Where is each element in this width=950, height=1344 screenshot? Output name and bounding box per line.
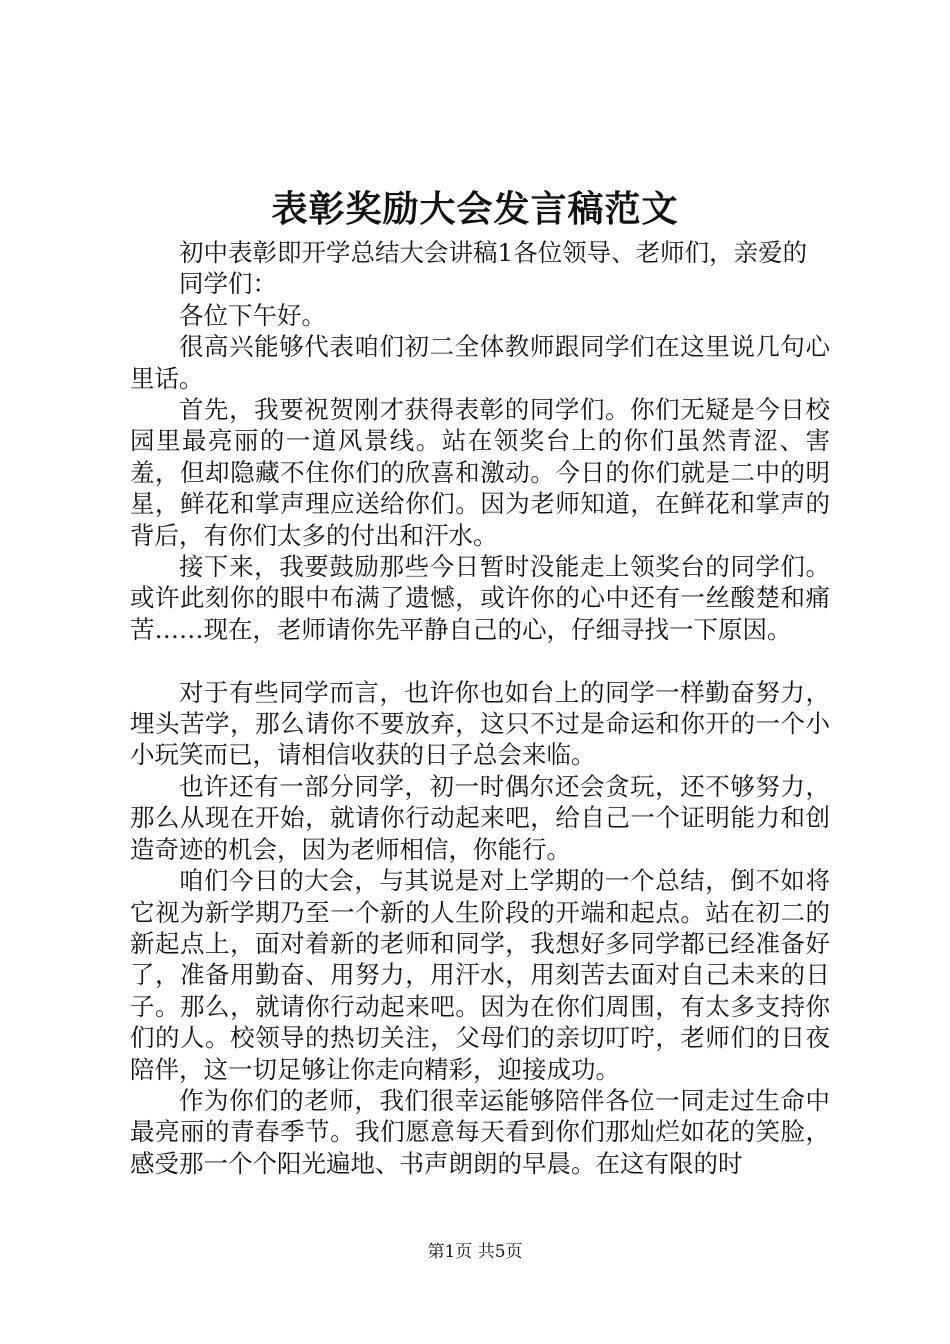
paragraph: 初中表彰即开学总结大会讲稿1各位领导、老师们，亲爱的 [179,238,808,267]
paragraph: 各位下午好。 [179,300,326,330]
paragraph: 咱们今日的大会，与其说是对上学期的一个总结，倒不如将它视为新学期乃至一个新的人生阶段的开端和起点。站在初二的新起点上，面对着新的老师和同学，我想好多同学都已经准备好了，准备用勤奋、用努力，用汗水，用刻苦去面对自己未来的日子。那么，就请你行动起来吧。因为在你们周围，有太多支持你们的人。校领导的热切关注，父母们的亲切叮咛，老师们的日夜陪伴，这一切足够让你走向精彩，迎接成功。 [130,866,830,1084]
paragraph: 接下来，我要鼓励那些今日暂时没能走上领奖台的同学们。或许此刻你的眼中布满了遗憾，或许你的心中还有一丝酸楚和痛苦……现在，老师请你先平静自己的心，仔细寻找一下原因。 [130,552,830,644]
document-body [130,237,830,1179]
page-number-footer: 第1页 共5页 [427,1242,523,1262]
document-title: 表彰奖励大会发言稿范文 [271,188,679,230]
paragraph: 也许还有一部分同学，初一时偶尔还会贪玩，还不够努力，那么从现在开始，就请你行动起来吧，给自己一个证明能力和创造奇迹的机会，因为老师相信，你能行。 [130,771,830,864]
paragraph: 同学们： [179,269,277,299]
paragraph: 首先，我要祝贺刚才获得表彰的同学们。你们无疑是今日校园里最亮丽的一道风景线。站在领奖台上的你们虽然青涩、害羞，但却隐藏不住你们的欣喜和激动。今日的你们就是二中的明星，鲜花和掌声理应送给你们。因为老师知道，在鲜花和掌声的背后，有你们太多的付出和汗水。 [130,395,830,550]
paragraph: 很高兴能够代表咱们初二全体教师跟同学们在这里说几句心里话。 [130,332,830,393]
paragraph-spacer [130,645,830,676]
paragraph: 作为你们的老师，我们很幸运能够陪伴各位一同走过生命中最亮丽的青春季节。我们愿意每天看到你们那灿烂如花的笑脸，感受那一个个阳光遍地、书声朗朗的早晨。在这有限的时 [130,1085,830,1178]
paragraph: 对于有些同学而言，也许你也如台上的同学一样勤奋努力，埋头苦学，那么请你不要放弃，这只不过是命运和你开的一个小小玩笑而已，请相信收获的日子总会来临。 [130,677,830,770]
